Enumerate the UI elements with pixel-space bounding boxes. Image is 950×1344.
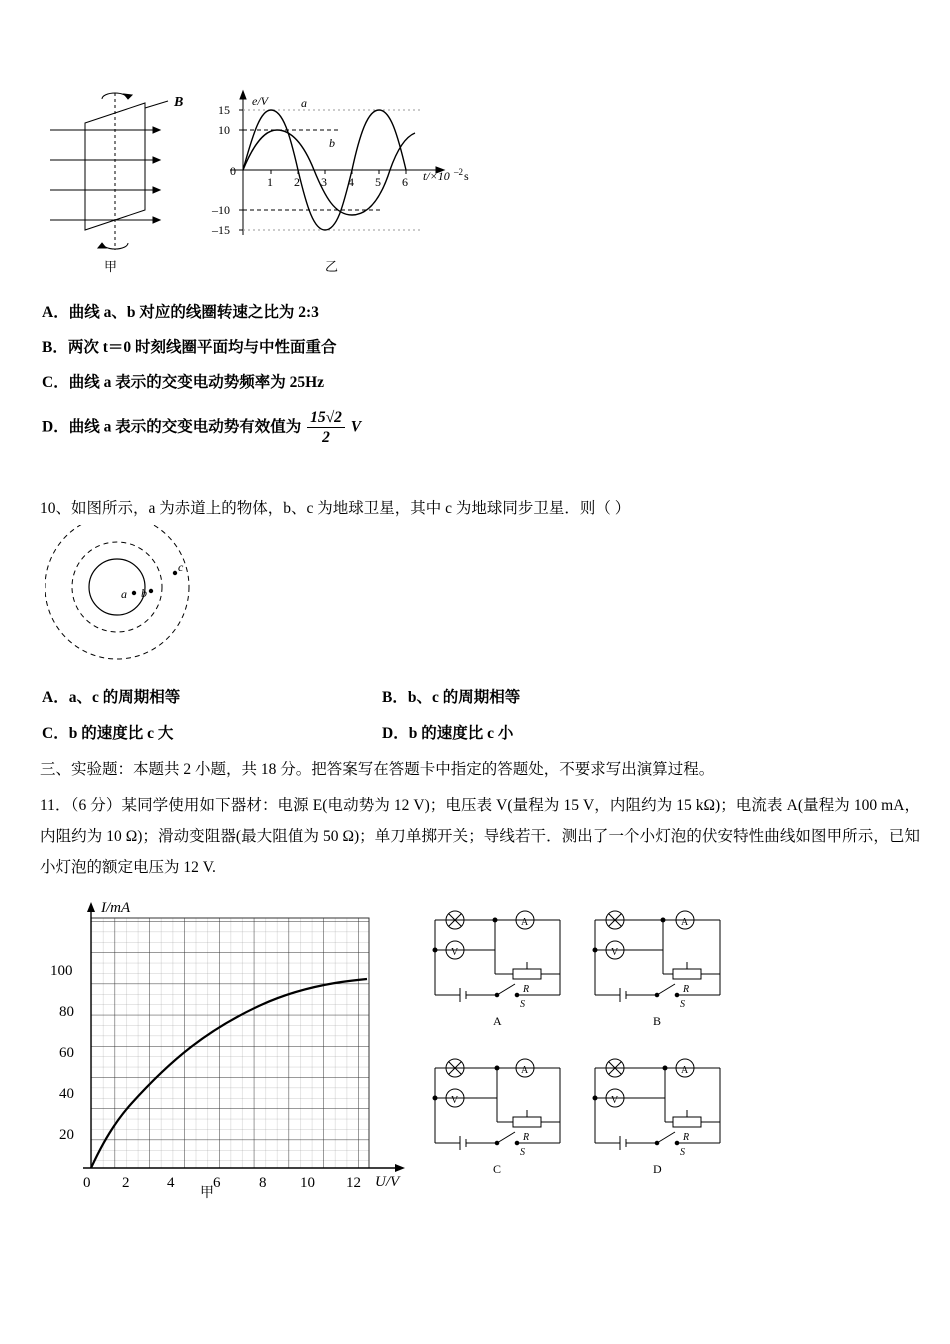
svg-text:S: S (520, 1147, 525, 1158)
svg-text:A: A (681, 1065, 689, 1076)
option-b-text: 两次 t＝0 时刻线圈平面均与中性面重合 (67, 339, 337, 356)
svg-text:c: c (178, 560, 184, 574)
option-c-label: C． (42, 725, 69, 742)
option-c-label: C． (42, 374, 69, 391)
svg-text:–2: –2 (454, 167, 463, 177)
option-b-text: b、c 的周期相等 (407, 689, 521, 706)
figure-satellite-orbits (45, 525, 275, 665)
option-row-1 (42, 685, 742, 707)
svg-text:1: 1 (267, 175, 273, 189)
svg-text:e/V: e/V (252, 94, 268, 108)
svg-text:10: 10 (300, 1175, 315, 1191)
svg-text:a: a (301, 96, 307, 110)
option-d-text: b 的速度比 c 小 (408, 725, 514, 742)
svg-text:I/mA: I/mA (101, 900, 131, 916)
option-d (382, 721, 722, 743)
svg-text:0: 0 (83, 1175, 91, 1191)
svg-text:B: B (174, 95, 184, 110)
svg-text:R: R (523, 984, 530, 995)
option-a (42, 300, 742, 322)
option-c (42, 721, 382, 743)
figure-generator-emf (40, 75, 520, 275)
svg-text:40: 40 (59, 1086, 74, 1102)
svg-text:A: A (521, 917, 529, 928)
svg-text:V: V (451, 947, 459, 958)
option-a-text: a、c 的周期相等 (68, 689, 181, 706)
svg-text:8: 8 (259, 1175, 267, 1191)
svg-text:A: A (681, 917, 689, 928)
fraction-denominator: 2 (322, 429, 330, 447)
option-d-text: 曲线 a 表示的交变电动势有效值为 (68, 418, 302, 436)
option-d-label: D． (382, 725, 409, 742)
svg-text:6: 6 (402, 175, 408, 189)
svg-text:4: 4 (167, 1175, 175, 1191)
option-row-2 (42, 721, 742, 743)
svg-text:20: 20 (59, 1127, 74, 1143)
option-b-label: B． (382, 689, 408, 706)
option-d-label: D． (42, 418, 69, 436)
option-d-fraction (307, 408, 345, 448)
svg-text:2: 2 (294, 175, 300, 189)
svg-text:15: 15 (218, 103, 230, 117)
svg-text:乙: 乙 (325, 259, 339, 274)
svg-text:S: S (680, 999, 685, 1010)
svg-text:R: R (683, 984, 690, 995)
svg-text:60: 60 (59, 1045, 74, 1061)
option-c-text: 曲线 a 表示的交变电动势频率为 25Hz (68, 374, 325, 391)
svg-text:5: 5 (375, 175, 381, 189)
question10-stem: 10、如图所示，a 为赤道上的物体，b、c 为地球卫星，其中 c 为地球同步卫星．则（ ） (40, 500, 631, 517)
svg-text:U/V: U/V (375, 1174, 400, 1190)
question11-stem: 11．（6 分）某同学使用如下器材：电源 E(电动势为 12 V)；电压表 V(量程为 15 V，内阻约为 15 kΩ)；电流表 A(量程为 100 mA，内阻约为 10 Ω)；滑动变阻器(最大阻值为 50 Ω)；单刀单掷开关；导线若干．测出了一个小灯泡的伏安特性曲线如图甲所示，已知小灯泡的额定电压为 12 V. (40, 797, 920, 876)
option-d (42, 408, 742, 448)
option-b-label: B． (42, 339, 68, 356)
svg-text:2: 2 (122, 1175, 130, 1191)
svg-text:t/×10: t/×10 (423, 169, 450, 183)
svg-text:0: 0 (230, 164, 236, 178)
svg-text:V: V (611, 1095, 619, 1106)
option-c-text: b 的速度比 c 大 (68, 725, 174, 742)
figure-iv-caption: 甲 (200, 1184, 214, 1200)
option-a (42, 685, 382, 707)
svg-text:3: 3 (321, 175, 327, 189)
svg-text:D: D (653, 1162, 662, 1176)
svg-text:12: 12 (346, 1175, 361, 1191)
svg-text:a: a (121, 587, 127, 601)
svg-text:C: C (493, 1162, 502, 1176)
figure-circuit-options (425, 900, 735, 1200)
option-a-label: A． (42, 304, 69, 321)
svg-text:80: 80 (59, 1004, 74, 1020)
svg-text:A: A (521, 1065, 529, 1076)
fraction-numerator: 15√2 (307, 408, 345, 428)
svg-text:b: b (141, 586, 147, 600)
option-c (42, 370, 742, 392)
option-d-unit: V (350, 418, 362, 436)
question9-options (42, 300, 742, 461)
svg-text:甲: 甲 (104, 259, 118, 274)
question10-options (42, 685, 742, 757)
option-a-label: A． (42, 689, 69, 706)
section-heading-experiment: 三、实验题：本题共 2 小题，共 18 分。把答案写在答题卡中指定的答题处，不要求写出演算过程。 (40, 761, 715, 778)
svg-text:–15: –15 (212, 223, 230, 237)
svg-text:–10: –10 (212, 203, 230, 217)
svg-text:R: R (683, 1132, 690, 1143)
svg-text:10: 10 (218, 123, 230, 137)
svg-text:b: b (329, 136, 335, 150)
svg-text:V: V (611, 947, 619, 958)
svg-text:100: 100 (50, 963, 73, 979)
option-a-text: 曲线 a、b 对应的线圈转速之比为 2:3 (68, 304, 319, 321)
svg-text:S: S (680, 1147, 685, 1158)
svg-text:4: 4 (348, 175, 354, 189)
option-b (382, 685, 722, 707)
figure-iv-curve (45, 890, 425, 1200)
svg-text:6: 6 (213, 1175, 221, 1191)
svg-text:s: s (464, 169, 469, 183)
svg-text:S: S (520, 999, 525, 1010)
svg-text:R: R (523, 1132, 530, 1143)
svg-text:V: V (451, 1095, 459, 1106)
svg-text:B: B (653, 1014, 662, 1028)
svg-text:A: A (493, 1014, 502, 1028)
option-b (42, 335, 742, 357)
